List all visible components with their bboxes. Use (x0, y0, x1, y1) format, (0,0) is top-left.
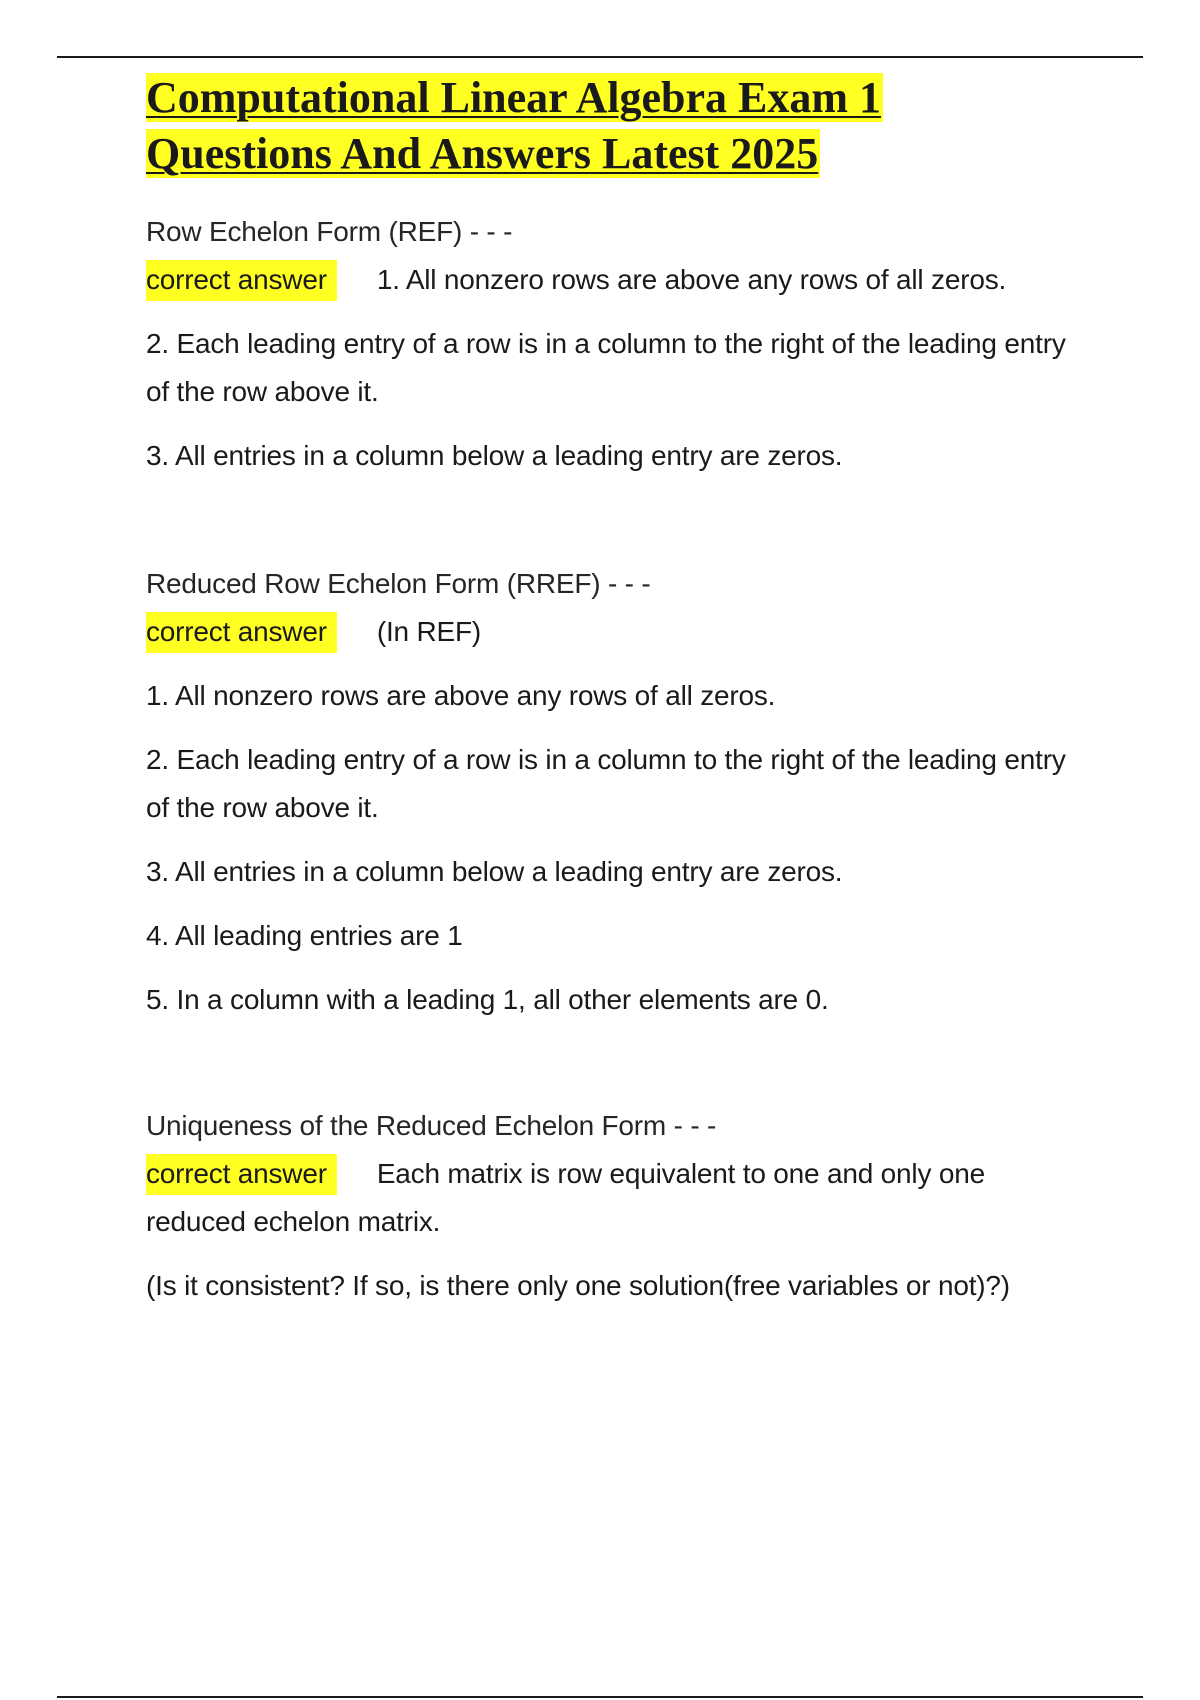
answer-text: Each matrix is row equivalent to one and only one reduced echelon matrix. (146, 1158, 985, 1237)
answer-paragraph: 1. All nonzero rows are above any rows of all zeros. (146, 680, 776, 711)
answer-paragraph: 3. All entries in a column below a leading entry are zeros. (146, 856, 843, 887)
qa-block-ref (146, 208, 1066, 480)
document-body (146, 70, 1066, 1310)
document-title (146, 70, 1066, 182)
answer-paragraph: 4. All leading entries are 1 (146, 920, 463, 951)
bottom-rule (57, 1696, 1143, 1698)
answer-paragraph: 5. In a column with a leading 1, all other elements are 0. (146, 984, 829, 1015)
top-rule (57, 56, 1143, 58)
question-text: Uniqueness of the Reduced Echelon Form - - - (146, 1110, 717, 1141)
correct-answer-badge: correct answer (146, 1154, 337, 1195)
section-gap (146, 480, 1066, 560)
answer-text: 1. All nonzero rows are above any rows of all zeros. (376, 264, 1007, 295)
question-text: Reduced Row Echelon Form (RREF) - - - (146, 568, 651, 599)
answer-paragraph: 2. Each leading entry of a row is in a column to the right of the leading entry of the row above it. (146, 328, 1066, 407)
answer-line (146, 1150, 1066, 1246)
title-line-1: Computational Linear Algebra Exam 1 (146, 73, 882, 122)
answer-line (146, 608, 1066, 656)
question-text: Row Echelon Form (REF) - - - (146, 216, 513, 247)
qa-block-uniqueness (146, 1102, 1066, 1310)
answer-paragraph: 3. All entries in a column below a leading entry are zeros. (146, 440, 843, 471)
qa-block-rref (146, 560, 1066, 1024)
section-gap (146, 1024, 1066, 1102)
answer-paragraph: 2. Each leading entry of a row is in a column to the right of the leading entry of the row above it. (146, 744, 1066, 823)
answer-paragraph: (Is it consistent? If so, is there only one solution(free variables or not)?) (146, 1270, 1010, 1301)
answer-text: (In REF) (376, 616, 482, 647)
answer-line (146, 256, 1066, 304)
title-line-2: Questions And Answers Latest 2025 (146, 129, 819, 178)
correct-answer-badge: correct answer (146, 612, 337, 653)
correct-answer-badge: correct answer (146, 260, 337, 301)
